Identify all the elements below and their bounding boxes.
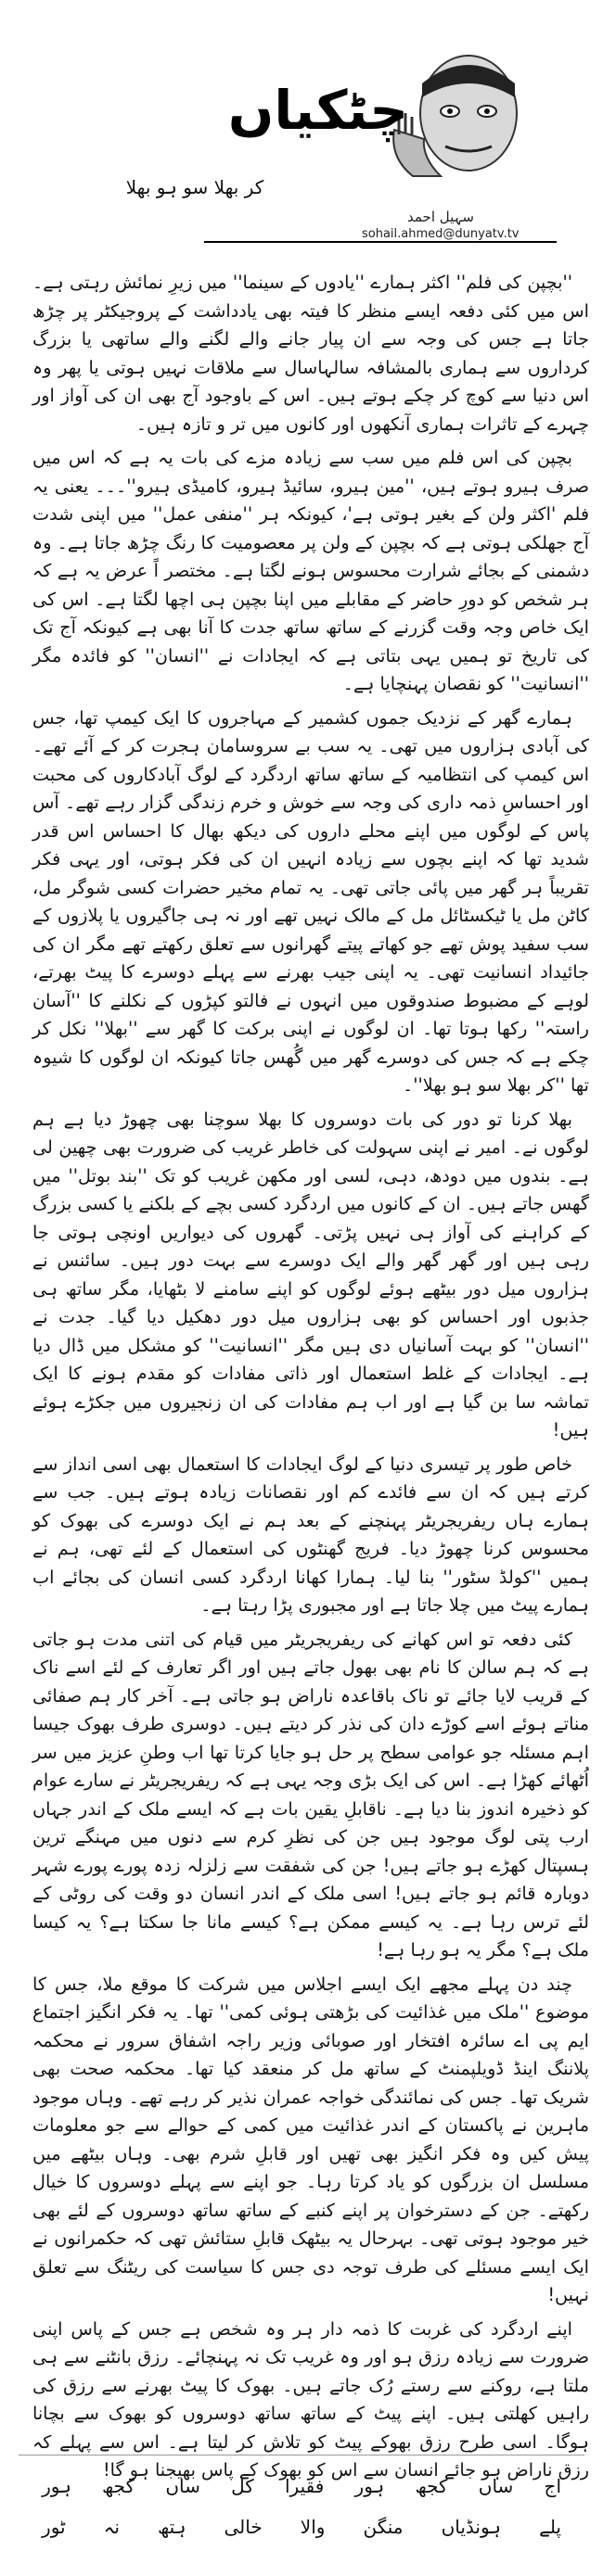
verse-word: ہتھ: [158, 2516, 186, 2538]
column-header: [0, 28, 603, 260]
verse-line-1: [42, 2466, 561, 2506]
verse-word: کجھ: [102, 2475, 135, 2497]
article-body: [32, 269, 589, 2491]
article-paragraph: اپنے اردگرد کی غربت کا ذمہ دار ہر وہ شخص ہے جس کے پاس اپنی ضرورت سے زیادہ رزق ہو اور وہ غریب تک نہ پہنچائے۔ رزق بانٹنے سے ہی ملتا ہے، روکنے سے رستے رُک جاتے ہیں۔ بھوک کا پیٹ بھرنے سے رزق کی راہیں کھلتی ہیں۔ اپنے پیٹ کے ساتھ ساتھ دوسروں کو بھوک سے بچانا ہوگا۔ اسی طرح رزق بھوکے پیٹ کو تلاش کر لیتا ہے۔ اس سے پہلے کہ رزق ناراض ہو جائے انسان سے اس کو بھوک کے پاس بھیجنا ہو گا!: [32, 2317, 589, 2481]
verse-line-2: [42, 2506, 561, 2547]
verse-word: منگن: [363, 2516, 404, 2538]
article-paragraph: کئی دفعہ تو اس کھانے کی ریفریجریٹر میں قیام کی اتنی مدت ہو جاتی ہے کہ ہم سالن کا نام بھی بھول جاتے ہیں اور اگر تعارف کے لئے اسے ناک کے قریب لایا جائے تو ناک باقاعدہ ناراض ہو جاتی ہے۔ آخر کار ہم صفائی مناتے ہوئے اسے کوڑے دان کی نذر کر دیتے ہیں۔ دوسری طرف بھوک جیسا اہم مسئلہ جو عوامی سطح پر حل ہو جایا کرتا تھا اب وطنِ عزیز میں سر اُٹھائے کھڑا ہے۔ اس کی ایک بڑی وجہ یہی ہے کہ ریفریجریٹر نے سارے عوام کو ذخیرہ اندوز بنا دیا ہے۔ ناقابلِ یقین بات ہے کہ ایسے ملک کے اندر جہاں ارب پتی لوگ موجود ہیں جن کی نظرِ کرم سے دنوں میں مہنگے ترین ہسپتال کھڑے ہو جاتے ہیں! جن کی شفقت سے زلزلہ زدہ پورے پورے شہر دوبارہ قائم ہو جاتے ہیں! اسی ملک کے اندر انسان دو وقت کی روٹی کے لئے ترس رہا ہے۔ یہ کیسے ممکن ہے؟ کیسے مانا جا سکتا ہے؟ یہ کیسا ملک ہے؟ مگر یہ ہو رہا ہے!: [32, 1628, 589, 1961]
verse-word: ہور: [42, 2475, 71, 2497]
verse-word: نہ: [103, 2516, 120, 2538]
verse-word: اج: [544, 2475, 561, 2497]
header-divider: [204, 241, 557, 243]
verse-word: ساں: [478, 2475, 514, 2497]
verse-word: پلے: [539, 2516, 561, 2538]
closing-verse: [42, 2466, 561, 2547]
verse-word: ہور: [354, 2475, 385, 2497]
article-paragraph: خاص طور پر تیسری دنیا کے لوگ ایجادات کا استعمال بھی اسی انداز سے کرتے ہیں کہ ان سے فائدے کم اور نقصانات زیادہ ہوتے ہیں۔ جب سے ہمارے ہاں ریفریجریٹر پہنچنے کے بعد ہم نے ایک دوسرے کی بھوک کو محسوس کرنا چھوڑ دیا۔ فریج گھنٹوں کی استعمال کے لئے تھی، ہم نے ہمیں ''کولڈ سٹور'' بنا لیا۔ ہمارا کھانا اردگرد کسی انسان کی بجائے اب ہمارے پیٹ میں چلا جاتا ہے اور مجبوری پڑا رہتا ہے۔: [32, 1453, 589, 1616]
author-name: سہیل احمد: [407, 209, 474, 225]
article-paragraph: بھلا کرنا تو دور کی بات دوسروں کا بھلا سوچنا بھی چھوڑ دیا ہے ہم لوگوں نے۔ امیر نے اپنی سہولت کی خاطر غریب کی ضرورت بھی چھین لی ہے۔ بندوں میں دودھ، دہی، لسی اور مکھن غریب کو تک ''بند بوتل'' میں گھس جاتے ہیں۔ ان کے کانوں میں اردگرد کسی بچے کے بلکنے یا کسی بزرگ کے کراہنے کی آواز ہی نہیں پڑتی۔ گھروں کی دیواریں اونچی ہوتی جا رہی ہیں اور گھر گھر والے ایک دوسرے سے بہت دور ہیں۔ سائنس نے ہزاروں میل دور بیٹھے ہوئے لوگوں کو اپنے سامنے لا بٹھایا، مگر ساتھ ہی جذبوں اور احساس کو بھی ہزاروں میل دور دھکیل دیا گیا۔ جدت نے ''انسان'' کو بہت آسانیاں دی ہیں مگر ''انسانیت'' کو مشکل میں ڈال دیا ہے۔ ایجادات کے غلط استعمال اور ذاتی مفادات کو مقدم ہونے کا ایک تماشہ سا بن گیا ہے اور اب ہم مفادات کی ان زنجیروں میں جکڑے ہوئے ہیں!: [32, 1108, 589, 1440]
verse-word: خالی: [224, 2516, 263, 2538]
verse-word: فقیرا: [285, 2475, 325, 2497]
verse-word: والا: [300, 2516, 326, 2538]
verse-word: کل: [231, 2475, 254, 2497]
verse-word: ساں: [165, 2475, 200, 2497]
column-title: کر بھلا سو ہو بھلا: [125, 176, 264, 198]
article-paragraph: چند دن پہلے مجھے ایک ایسے اجلاس میں شرکت کا موقع ملا، جس کا موضوع ''ملک میں غذائیت کی بڑھتی ہوئی کمی'' تھا۔ یہ فکر انگیز اجتماع ایم پی اے سائرہ افتخار اور صوبائی وزیر راجہ اشفاق سرور نے محکمہ پلاننگ اینڈ ڈویلپمنٹ کے ساتھ مل کر منعقد کیا تھا۔ محکمہ صحت بھی شریک تھا۔ جس کی نمائندگی خواجہ عمران نذیر کر رہے تھے۔ وہاں موجود ماہرین نے پاکستان کے اندر غذائیت میں کمی کے حوالے سے جو معلومات پیش کیں وہ فکر انگیز بھی تھیں اور قابلِ شرم بھی۔ وہاں بیٹھے میں مسلسل ان بزرگوں کو یاد کرتا رہا۔ جو اپنے سے پہلے دوسروں کا خیال رکھتے۔ جن کے دسترخوان پر اپنے کنبے کے ساتھ ساتھ دوسروں کے لئے بھی خیر موجود ہوتی تھی۔ بہرحال یہ بیٹھک قابلِ ستائش تھی کہ حکمرانوں نے ایک ایسے مسئلے کی طرف توجہ دی جس کا سیاست کی ریٹنگ سے تعلق نہیں!: [32, 1973, 589, 2305]
verse-word: ٹور: [42, 2516, 66, 2538]
column-logo-title: چٹکیاں: [227, 79, 408, 142]
verse-word: کجھ: [415, 2475, 448, 2497]
column-logo: [227, 79, 408, 185]
author-email: sohail.ahmed@dunyatv.tv: [362, 227, 520, 241]
article-paragraph: ہمارے گھر کے نزدیک جموں کشمیر کے مہاجروں کا ایک کیمپ تھا، جس کی آبادی ہزاروں میں تھی۔ یہ سب بے سروسامان ہجرت کر کے آئے تھے۔ اس کیمپ کی انتظامیہ کے ساتھ ساتھ اردگرد کے لوگ آبادکاروں کی محبت اور احساسِ ذمہ داری کی وجہ سے خوش و خرم زندگی گزار رہے تھے۔ آس پاس کے لوگوں میں اپنے محلے داروں کی دیکھ بھال کا احساس اس قدر شدید تھا کہ اپنے بچوں سے زیادہ انہیں ان کی فکر ہوتی، اور یہی فکر تقریباً ہر گھر میں پائی جاتی تھی۔ یہ تمام مخیر حضرات کسی شوگر مل، کاٹن مل یا ٹیکسٹائل مل کے مالک نہیں تھے اور نہ ہی جاگیروں یا پلازوں کے سب سفید پوش تھے جو کھاتے پیتے گھرانوں سے تعلق رکھتے تھے مگر ان کی جائیداد انسانیت تھی۔ یہ اپنی جیب بھرنے سے پہلے دوسرے کا پیٹ بھرتے، لوہے کے مضبوط صندوقوں میں انہوں نے فالتو کپڑوں کے نکلنے کا ''آسان راستہ'' رکھا ہوتا تھا۔ ان لوگوں نے اپنی برکت کا گھر سے ''بھلا'' نکل کر چکے ہے کہ جس کی دوسرے گھر میں گُھس جاتا کیونکہ ان لوگوں کا شیوہ تھا ''کر بھلا سو ہو بھلا''۔: [32, 706, 589, 1096]
verse-word: ہونڈیاں: [441, 2516, 502, 2538]
article-paragraph: بچپن کی اس فلم میں سب سے زیادہ مزے کی بات یہ ہے کہ اس میں صرف ہیرو ہوتے ہیں، ''مین ہیرو، سائیڈ ہیرو، کامیڈی ہیرو''۔۔۔ یعنی یہ فلم 'اکثر ولن کے بغیر ہوتی ہے'، کیونکہ ہر ''منفی عمل'' میں اپنی شدت آج جھلکی ہوتی ہے کہ بچپن کے ولن پر معصومیت کا رنگ چڑھ جاتا ہے۔ وہ دشمنی کے بجائے شرارت محسوس ہونے لگتا ہے۔ مختصر اً عرض یہ ہے کہ ہر شخص کو دورِ حاضر کے مقابلے میں اپنا بچپن ہی اچھا لگتا ہے۔ اس کی ایک خاص وجہ وقت گزرنے کے ساتھ ساتھ جدت کا آنا بھی ہے کیونکہ آج تک کی تاریخ تو ہمیں یہی بتاتی ہے کہ ایجادات نے ''انسان'' کو فائدہ مگر ''انسانیت'' کو نقصان پہنچایا ہے۔: [32, 447, 589, 694]
article-paragraph: ''بچپن کی فلم'' اکثر ہمارے ''یادوں کے سینما'' میں زیرِ نمائش رہتی ہے۔ اس میں کئی دفعہ ایسے منظر کا فیتہ بھی یادداشت کے پروجیکٹر پر چڑھ جاتا ہے جس کی وجہ سے ان پیار جانے والے لگنے والے ساتھی یا بزرگ کرداروں سے ہماری بالمشافہ سالہاسال سے ملاقات نہیں ہوتی یا پھر وہ اس دنیا سے کوچ کر چکے ہوتے ہیں۔ اس کے باوجود آج بھی ان کی آواز اور چہرے کے تاثرات ہماری آنکھوں اور کانوں میں تر و تازہ ہیں۔: [32, 272, 589, 435]
